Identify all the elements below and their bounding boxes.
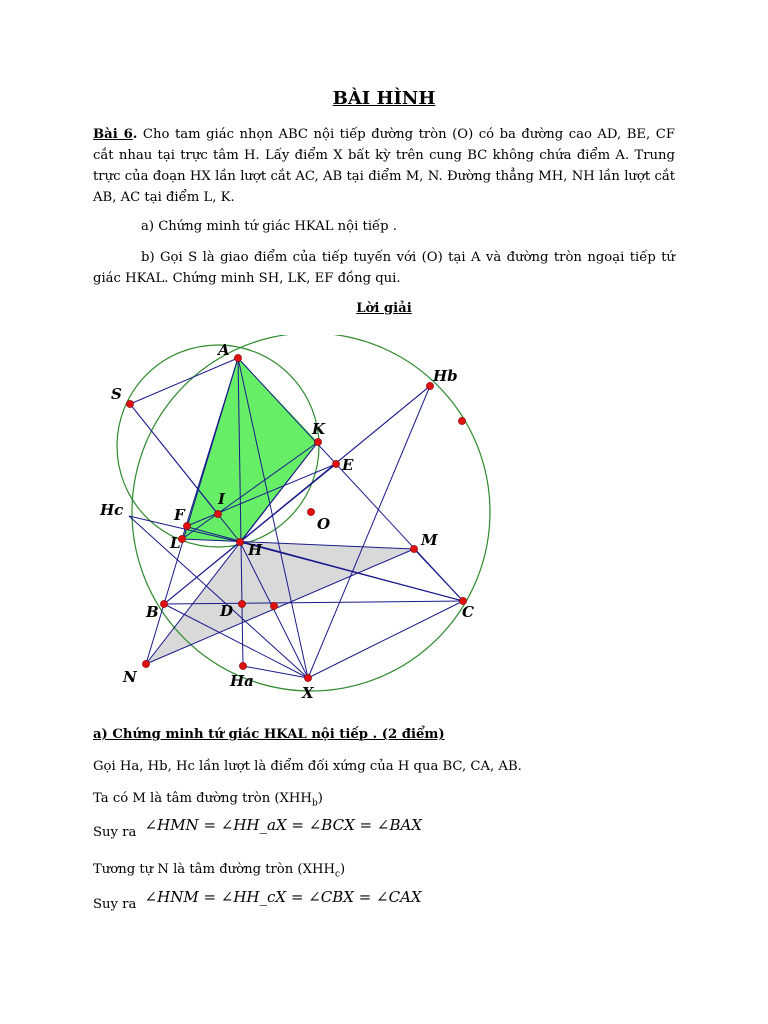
quad-hkal bbox=[182, 358, 318, 542]
label-l: L bbox=[170, 534, 181, 552]
solution-line-5: Suy ra ∠HNM = ∠HH_cX = ∠CBX = ∠CAX bbox=[93, 888, 422, 912]
point-e bbox=[332, 460, 339, 467]
page-title: BÀI HÌNH bbox=[332, 88, 436, 109]
figure-labels bbox=[99, 341, 474, 702]
point-k bbox=[314, 438, 321, 445]
label-x: X bbox=[302, 684, 314, 702]
point-i bbox=[214, 510, 221, 517]
label-b: B bbox=[146, 603, 159, 621]
part-b-text: b) Gọi S là giao điểm của tiếp tuyến với (O) tại A và đường tròn ngoại tiếp tứ giác HKAL. Chứng minh SH, LK, EF đồng qui. bbox=[93, 250, 675, 286]
label-n: N bbox=[123, 668, 137, 686]
label-f: F bbox=[174, 506, 185, 524]
label-ha: Ha bbox=[230, 672, 254, 690]
solution-line-4: Tương tự N là tâm đường tròn $(XHH_c)$ bbox=[93, 862, 346, 880]
label-e: E bbox=[342, 456, 354, 474]
solution-line-3: Suy ra ∠HMN = ∠HH_aX = ∠BCX = ∠BAX bbox=[93, 816, 422, 840]
solution-line-2: Ta có M là tâm đường tròn $(XHH_b)$ bbox=[93, 791, 323, 809]
point-h bbox=[236, 538, 243, 545]
label-o: O bbox=[317, 515, 331, 533]
point-b bbox=[160, 600, 167, 607]
point-extra bbox=[458, 417, 465, 424]
label-h: H bbox=[248, 541, 263, 559]
point-n bbox=[142, 660, 149, 667]
solution-line-1: Gọi Ha, Hb, Hc lần lượt là điểm đối xứng của H qua BC, CA, AB. bbox=[93, 759, 522, 774]
geometry-figure bbox=[90, 335, 510, 705]
equation-1: ∠HMN = ∠HH_aX = ∠BCX = ∠BAX bbox=[144, 816, 422, 834]
label-a: A bbox=[218, 341, 230, 359]
label-k: K bbox=[312, 420, 326, 438]
point-d2 bbox=[270, 602, 277, 609]
point-ha bbox=[239, 662, 246, 669]
problem-label: Bài 6 bbox=[93, 127, 133, 142]
label-hc: Hc bbox=[100, 501, 124, 519]
label-hb: Hb bbox=[433, 367, 458, 385]
label-s: S bbox=[111, 385, 122, 403]
solution-heading: Lời giải bbox=[356, 301, 412, 316]
label-i: I bbox=[218, 490, 226, 508]
part-a-heading: a) Chứng minh tứ giác HKAL nội tiếp . (2 điểm) bbox=[93, 727, 445, 742]
point-d bbox=[238, 600, 245, 607]
label-d: D bbox=[220, 602, 234, 620]
problem-text: Cho tam giác nhọn ABC nội tiếp đường tròn (O) có ba đường cao AD, BE, CF cắt nhau tại trực tâm H. Lấy điểm X bất kỳ trên cung BC không chứa điểm A. Trung trực của đoạn HX lần lượt cắt AC, AB tại điểm M, N. Đường thẳng MH, NH lần lượt cắt AB, AC tại điểm L, K. bbox=[93, 127, 675, 205]
point-s bbox=[126, 400, 133, 407]
equation-2: ∠HNM = ∠HH_cX = ∠CBX = ∠CAX bbox=[144, 888, 422, 906]
point-o bbox=[307, 508, 314, 515]
label-c: C bbox=[462, 603, 474, 621]
label-m: M bbox=[421, 531, 438, 549]
point-m bbox=[410, 545, 417, 552]
point-x bbox=[304, 674, 311, 681]
part-a-text: a) Chứng minh tứ giác HKAL nội tiếp . bbox=[141, 219, 397, 234]
problem-statement: Bài 6. Cho tam giác nhọn ABC nội tiếp đường tròn (O) có ba đường cao AD, BE, CF cắt nhau tại trực tâm H. Lấy điểm X bất kỳ trên cung BC không chứa điểm A. Trung trực của đoạn HX lần lượt cắt AC, AB tại điểm M, N. Đường thẳng MH, NH lần lượt cắt AB, AC tại điểm L, K. bbox=[93, 127, 675, 205]
point-a bbox=[234, 354, 241, 361]
